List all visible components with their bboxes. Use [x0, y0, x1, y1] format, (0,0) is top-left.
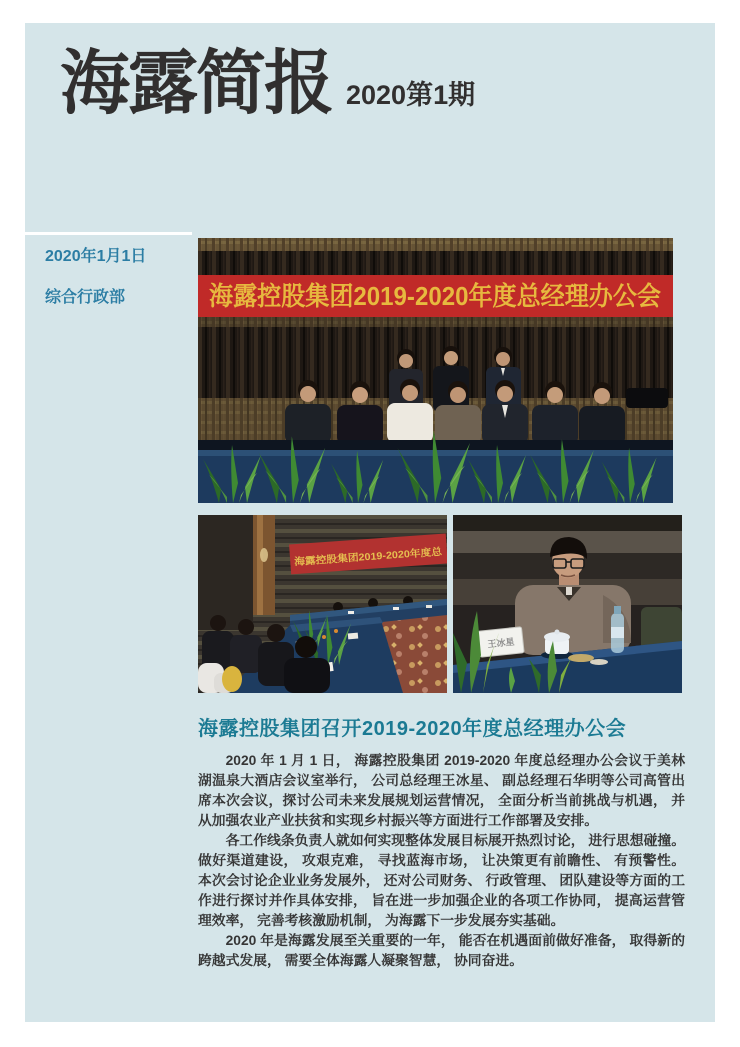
conference-room-photo [198, 515, 447, 693]
speaker-photo [453, 515, 682, 693]
main-banner-text: 海露控股集团2019-2020年度总经理办公会 [209, 281, 661, 311]
masthead [60, 44, 476, 122]
article-headline: 海露控股集团召开2019-2020年度总经理办公会 [198, 718, 627, 740]
article-paragraph-3: 2020 年是海露发展至关重要的一年， 能否在机遇面前做好准备， 取得新的跨越式发展， 需要全体海露人凝聚智慧， 协同奋进。 [198, 933, 685, 968]
sidebar-date: 2020年1月1日 [45, 248, 147, 265]
article-paragraph-2: 各工作线条负责人就如何实现整体发展目标展开热烈讨论， 进行思想碰撞。 做好渠道建设， 攻艰克难， 寻找蓝海市场， 让决策更有前瞻性、 有预警性。 本次会讨论企业业务发展外， 还对公司财务、 行政管理、 团队建设等方面的工作进行探讨并作具体安排， 旨在进一步加强企业的各项工作协同， 提高运营管理效率， 完善考核激励机制， 为海露下一步发展夯实基础。 [198, 833, 685, 928]
newsletter-title: 海露简报 [60, 44, 332, 122]
meeting-group-photo-art [198, 238, 673, 503]
article-paragraph-1: 2020 年 1 月 1 日， 海露控股集团 2019-2020 年度总经理办公会议于美林湖温泉大酒店会议室举行， 公司总经理王冰星、 副总经理石华明等公司高管出席本次会议，探讨公司未来发展规划运营情况， 全面分析当前挑战与机遇， 并从加强农业产业扶贫和实现乡村振兴等方面进行工作部署及安排。 [198, 753, 685, 828]
issue-label: 2020第1期 [346, 79, 476, 110]
name-card [478, 627, 524, 657]
conference-room-photo-art [198, 515, 447, 693]
left-banner-text: 海露控股集团2019-2020年度总 [293, 547, 433, 569]
article-body [198, 751, 685, 971]
name-card-text: 王冰星 [487, 636, 515, 650]
speaker-photo-art [453, 515, 682, 693]
meeting-group-photo [198, 238, 673, 503]
sidebar-department: 综合行政部 [45, 289, 126, 306]
content-panel [25, 23, 715, 1022]
sidebar-divider [25, 232, 192, 235]
